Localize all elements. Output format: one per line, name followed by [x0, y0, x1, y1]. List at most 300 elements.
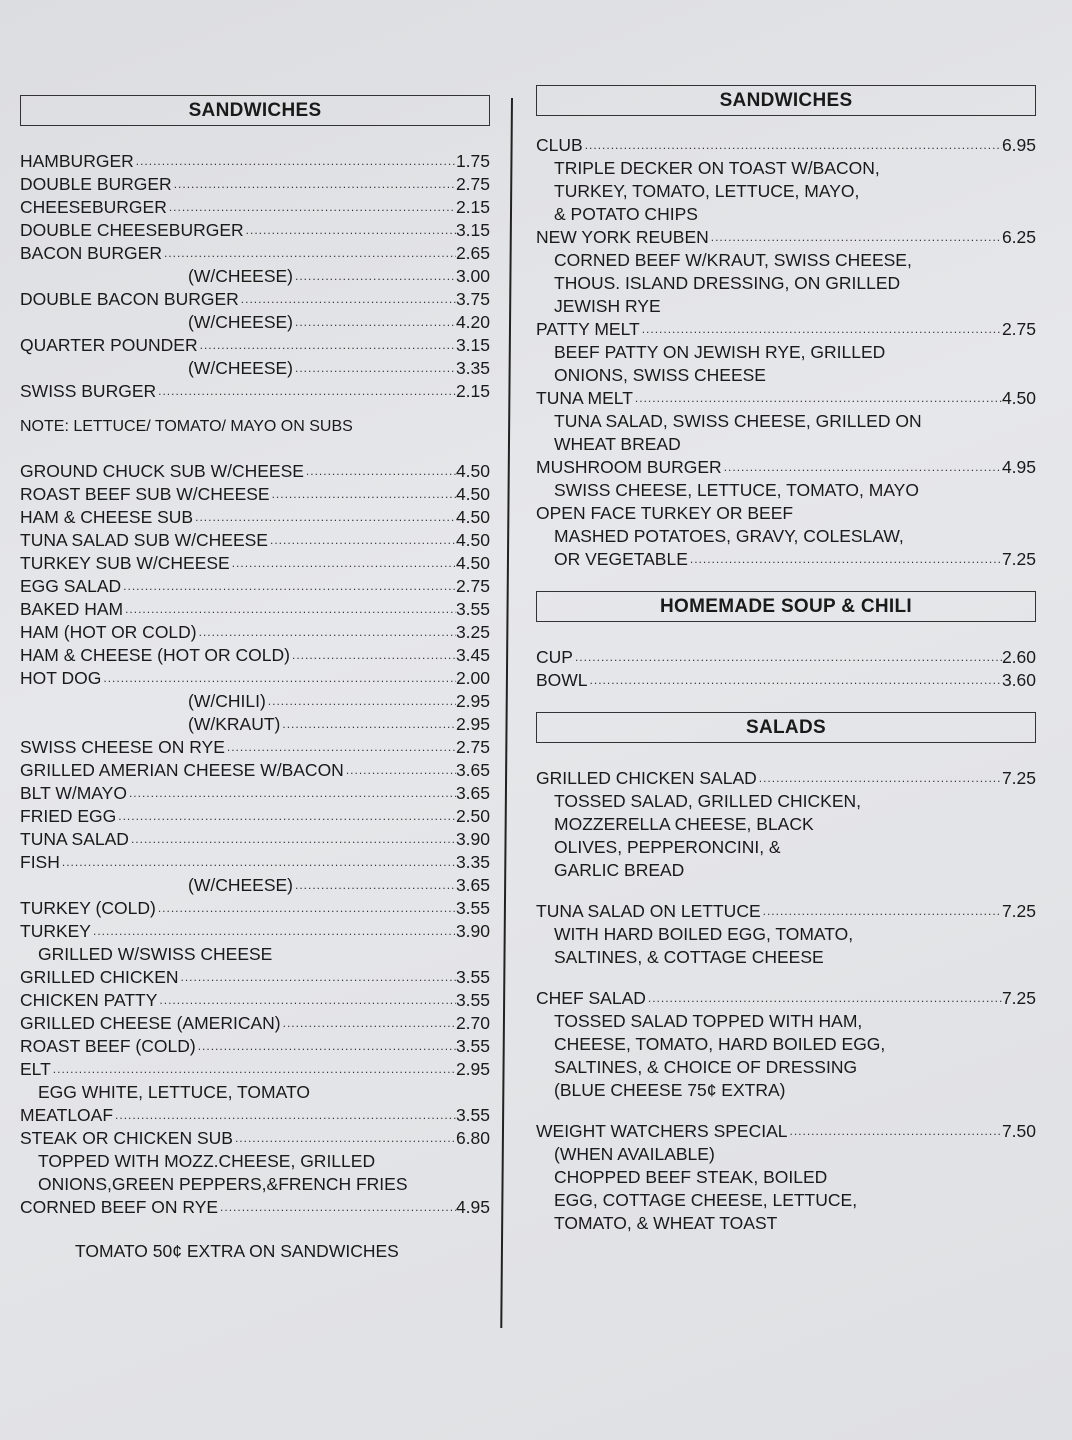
- menu-item-description: SWISS CHEESE, LETTUCE, TOMATO, MAYO: [554, 480, 919, 500]
- menu-item-row: [20, 1035, 490, 1058]
- menu-item-name: OR VEGETABLE: [554, 549, 688, 569]
- leader-dots: [583, 134, 1002, 157]
- menu-item-price: 4.50: [1001, 388, 1036, 408]
- menu-item-name: BLT W/MAYO: [20, 783, 127, 803]
- menu-item-row: [20, 989, 490, 1012]
- menu-item-price: 3.00: [455, 266, 490, 286]
- menu-item-row: [20, 575, 490, 598]
- menu-item-name: BAKED HAM: [20, 599, 124, 619]
- leader-dots: [709, 226, 1002, 249]
- menu-item: [536, 900, 1036, 969]
- menu-item-name: EGG SALAD: [20, 576, 122, 596]
- menu-item: [20, 989, 490, 1012]
- menu-item-name: (W/CHILI): [188, 691, 266, 711]
- leader-dots: [172, 173, 456, 196]
- menu-item-name: TUNA SALAD SUB W/CHEESE: [20, 530, 268, 550]
- right-column: [536, 85, 1036, 1253]
- menu-item: [20, 380, 490, 403]
- menu-item-description: (BLUE CHEESE 75¢ EXTRA): [554, 1080, 786, 1100]
- menu-item: [20, 759, 490, 782]
- menu-item-description: SALTINES, & COTTAGE CHEESE: [554, 947, 824, 967]
- menu-item: [20, 897, 490, 920]
- menu-item-description: MOZZERELLA CHEESE, BLACK: [554, 814, 814, 834]
- menu-item: [20, 460, 490, 483]
- menu-item-description: JEWISH RYE: [554, 296, 661, 316]
- menu-item-description: TOMATO, & WHEAT TOAST: [554, 1213, 778, 1233]
- menu-item-price: 6.95: [1001, 135, 1036, 155]
- menu-item-row: [20, 828, 490, 851]
- menu-item-price: 6.25: [1001, 227, 1036, 247]
- menu-item-price: 3.35: [455, 358, 490, 378]
- menu-item-row: [20, 966, 490, 989]
- menu-item-name: STEAK OR CHICKEN SUB: [20, 1128, 233, 1148]
- menu-item-price: 3.65: [455, 760, 490, 780]
- menu-item: [536, 669, 1036, 692]
- leader-dots: [193, 506, 456, 529]
- menu-item-price: 2.00: [455, 668, 490, 688]
- leader-dots: [239, 288, 456, 311]
- leader-dots: [588, 669, 1002, 692]
- menu-item-row: [20, 736, 490, 759]
- menu-item-row: [20, 667, 490, 690]
- menu-item-name: TUNA SALAD: [20, 829, 129, 849]
- menu-item-price: 4.50: [455, 461, 490, 481]
- leader-dots: [127, 782, 456, 805]
- menu-item-price: 3.75: [455, 289, 490, 309]
- menu-item-name: CORNED BEEF ON RYE: [20, 1197, 219, 1217]
- menu-item-name: SWISS BURGER: [20, 381, 157, 401]
- menu-item: [20, 575, 490, 598]
- leader-dots: [101, 667, 456, 690]
- leader-dots: [244, 219, 456, 242]
- menu-item-name: TURKEY: [20, 921, 91, 941]
- menu-item-price: 3.55: [455, 1036, 490, 1056]
- menu-item-description: MASHED POTATOES, GRAVY, COLESLAW,: [554, 526, 904, 546]
- menu-item-price: 4.20: [455, 312, 490, 332]
- menu-item-name: FISH: [20, 852, 60, 872]
- menu-item-row: [536, 987, 1036, 1010]
- menu-item: [20, 644, 490, 667]
- menu-item-description: EGG WHITE, LETTUCE, TOMATO: [38, 1082, 310, 1102]
- menu-item-name: WEIGHT WATCHERS SPECIAL: [536, 1121, 788, 1141]
- menu-item: [20, 598, 490, 621]
- menu-item-name: GRILLED AMERIAN CHEESE W/BACON: [20, 760, 344, 780]
- menu-item-price: 2.15: [455, 381, 490, 401]
- menu-item-row: [20, 1058, 490, 1081]
- menu-item-price: 3.90: [455, 829, 490, 849]
- leader-dots: [688, 548, 1002, 571]
- menu-item-description: THOUS. ISLAND DRESSING, ON GRILLED: [554, 273, 901, 293]
- menu-item-row: [20, 805, 490, 828]
- menu-item-name: CHEF SALAD: [536, 988, 646, 1008]
- menu-item-name: (W/CHEESE): [188, 875, 293, 895]
- leader-dots: [113, 1104, 456, 1127]
- menu-item-price: 4.50: [455, 507, 490, 527]
- menu-item-name: QUARTER POUNDER: [20, 335, 198, 355]
- menu-item-name: DOUBLE CHEESEBURGER: [20, 220, 244, 240]
- menu-item-row: [20, 759, 490, 782]
- menu-item-price: 3.55: [455, 898, 490, 918]
- leader-dots: [123, 598, 456, 621]
- menu-item-name: DOUBLE BACON BURGER: [20, 289, 239, 309]
- menu-item-name: CHEESEBURGER: [20, 197, 167, 217]
- menu-item-name: ROAST BEEF SUB W/CHEESE: [20, 484, 270, 504]
- menu-item-description: TOSSED SALAD TOPPED WITH HAM,: [554, 1011, 863, 1031]
- menu-item-name: CLUB: [536, 135, 583, 155]
- menu-item-row: [20, 1012, 490, 1035]
- menu-item-price: 2.95: [455, 1059, 490, 1079]
- column-divider: [500, 98, 513, 1328]
- menu-item-price: 2.15: [455, 197, 490, 217]
- menu-item-price: 4.50: [455, 530, 490, 550]
- menu-item-row: [20, 506, 490, 529]
- menu-item-name: GROUND CHUCK SUB W/CHEESE: [20, 461, 304, 481]
- menu-item: [20, 736, 490, 759]
- menu-item-row: [20, 529, 490, 552]
- menu-item: [536, 387, 1036, 456]
- menu-item-row: [20, 357, 490, 380]
- leader-dots: [788, 1120, 1002, 1143]
- leader-dots: [270, 483, 456, 506]
- menu-item-row: [20, 219, 490, 242]
- menu-item-description: TRIPLE DECKER ON TOAST W/BACON,: [554, 158, 880, 178]
- leader-dots: [293, 357, 456, 380]
- menu-item-row: [536, 226, 1036, 249]
- menu-item-name: HAM (HOT OR COLD): [20, 622, 197, 642]
- menu-item: [536, 1120, 1036, 1235]
- menu-item-description: & POTATO CHIPS: [554, 204, 698, 224]
- menu-item-row: [20, 460, 490, 483]
- menu-item: [20, 529, 490, 552]
- leader-dots: [121, 575, 456, 598]
- menu-item-row: [20, 242, 490, 265]
- leader-dots: [268, 529, 456, 552]
- menu-item-row: [20, 288, 490, 311]
- menu-item: [20, 1127, 490, 1196]
- menu-item-row: [20, 897, 490, 920]
- menu-item-name: PATTY MELT: [536, 319, 640, 339]
- menu-item-row: [20, 621, 490, 644]
- menu-item: [536, 767, 1036, 882]
- menu-item-name: GRILLED CHICKEN: [20, 967, 179, 987]
- subs-note: NOTE: LETTUCE/ TOMATO/ MAYO ON SUBS: [20, 418, 353, 435]
- leader-dots: [230, 552, 456, 575]
- menu-item-price: 2.75: [455, 737, 490, 757]
- tomato-extra-note: TOMATO 50¢ EXTRA ON SANDWICHES: [75, 1241, 399, 1261]
- menu-item-row: [20, 644, 490, 667]
- menu-item-price: 3.55: [455, 1105, 490, 1125]
- leader-dots: [179, 966, 456, 989]
- menu-item-row: [536, 767, 1036, 790]
- menu-item: [20, 1012, 490, 1035]
- menu-item-description: ONIONS,GREEN PEPPERS,&FRENCH FRIES: [38, 1174, 408, 1194]
- leader-dots: [91, 920, 456, 943]
- menu-item-price: 2.75: [1001, 319, 1036, 339]
- open-face-item: [536, 502, 1036, 571]
- leader-dots: [116, 805, 456, 828]
- menu-item-row: [20, 874, 490, 897]
- menu-item-row: [536, 900, 1036, 923]
- menu-item: [20, 552, 490, 575]
- menu-item-name: (W/CHEESE): [188, 312, 293, 332]
- leader-dots: [573, 646, 1002, 669]
- menu-item-row: [536, 387, 1036, 410]
- leader-dots: [225, 736, 456, 759]
- menu-item-name: NEW YORK REUBEN: [536, 227, 709, 247]
- menu-item-name: BOWL: [536, 670, 588, 690]
- menu-item-name: GRILLED CHICKEN SALAD: [536, 768, 757, 788]
- menu-item-row: [20, 334, 490, 357]
- menu-item: [20, 851, 490, 874]
- menu-item-name: OPEN FACE TURKEY OR BEEF: [536, 503, 794, 523]
- menu-item: [20, 173, 490, 196]
- menu-item-description: ONIONS, SWISS CHEESE: [554, 365, 766, 385]
- leader-dots: [293, 311, 456, 334]
- menu-item-row: [20, 196, 490, 219]
- leader-dots: [290, 644, 456, 667]
- menu-item-name: HOT DOG: [20, 668, 102, 688]
- menu-item: [20, 966, 490, 989]
- menu-item-price: 3.55: [455, 990, 490, 1010]
- menu-item: [20, 219, 490, 242]
- menu-item-price: 3.35: [455, 852, 490, 872]
- menu-item-description: OLIVES, PEPPERONCINI, &: [554, 837, 781, 857]
- menu-item: [20, 690, 490, 713]
- menu-item: [20, 713, 490, 736]
- menu-item: [20, 506, 490, 529]
- leader-dots: [162, 242, 456, 265]
- menu-item-price: 3.25: [455, 622, 490, 642]
- menu-item: [20, 196, 490, 219]
- leader-dots: [134, 150, 456, 173]
- menu-item: [20, 667, 490, 690]
- menu-item: [20, 874, 490, 897]
- menu-item: [20, 805, 490, 828]
- leader-dots: [156, 380, 456, 403]
- leader-dots: [51, 1058, 456, 1081]
- menu-item-name: MEATLOAF: [20, 1105, 114, 1125]
- menu-item: [20, 1058, 490, 1104]
- menu-item: [20, 242, 490, 265]
- menu-item-row: [536, 646, 1036, 669]
- leader-dots: [218, 1196, 456, 1219]
- menu-item-description: GARLIC BREAD: [554, 860, 685, 880]
- menu-item-price: 3.15: [455, 335, 490, 355]
- leader-dots: [344, 759, 456, 782]
- menu-item-price: 3.15: [455, 220, 490, 240]
- menu-item-price: 4.50: [455, 553, 490, 573]
- menu-item-name: DOUBLE BURGER: [20, 174, 172, 194]
- menu-item-row: [20, 552, 490, 575]
- menu-item-name: TUNA MELT: [536, 388, 633, 408]
- menu-item-row: [20, 150, 490, 173]
- menu-item: [536, 226, 1036, 318]
- menu-item: [20, 1035, 490, 1058]
- soup-list: [536, 646, 1036, 692]
- sandwich-list-burgers: [20, 150, 490, 403]
- menu-item-price: 7.25: [1001, 988, 1036, 1008]
- menu-item: [20, 782, 490, 805]
- menu-item: [20, 483, 490, 506]
- menu-item: [536, 548, 1036, 571]
- leader-dots: [198, 334, 456, 357]
- menu-item: [20, 265, 490, 288]
- menu-item-price: 3.90: [455, 921, 490, 941]
- leader-dots: [60, 851, 456, 874]
- menu-item: [536, 318, 1036, 387]
- menu-item-row: [536, 318, 1036, 341]
- menu-item: [536, 134, 1036, 226]
- menu-item: [20, 621, 490, 644]
- specialty-sandwich-list: [536, 134, 1036, 502]
- leader-dots: [129, 828, 456, 851]
- menu-item-description: TURKEY, TOMATO, LETTUCE, MAYO,: [554, 181, 860, 201]
- menu-item-name: (W/CHEESE): [188, 266, 293, 286]
- menu-item-price: 3.65: [455, 875, 490, 895]
- leader-dots: [646, 987, 1002, 1010]
- menu-item-name: CHICKEN PATTY: [20, 990, 158, 1010]
- menu-item-name: TUNA SALAD ON LETTUCE: [536, 901, 761, 921]
- menu-item-row: [20, 1196, 490, 1219]
- menu-item-row: [20, 311, 490, 334]
- leader-dots: [196, 1035, 456, 1058]
- menu-item-name: (W/KRAUT): [188, 714, 281, 734]
- menu-item-price: 3.45: [455, 645, 490, 665]
- menu-item-row: [20, 782, 490, 805]
- menu-item-name: HAMBURGER: [20, 151, 134, 171]
- menu-item-description: TOSSED SALAD, GRILLED CHICKEN,: [554, 791, 861, 811]
- menu-item-description: BEEF PATTY ON JEWISH RYE, GRILLED: [554, 342, 886, 362]
- leader-dots: [293, 265, 456, 288]
- menu-item-row: [536, 1120, 1036, 1143]
- menu-item-row: [20, 1104, 490, 1127]
- menu-item: [20, 828, 490, 851]
- menu-item-price: 3.55: [455, 967, 490, 987]
- menu-item-row: [20, 265, 490, 288]
- menu-item: [20, 311, 490, 334]
- menu-item-price: 7.25: [1001, 901, 1036, 921]
- menu-item-description: WHEAT BREAD: [554, 434, 681, 454]
- menu-item-row: [20, 483, 490, 506]
- menu-item-description: (WHEN AVAILABLE): [554, 1144, 715, 1164]
- menu-item-price: 1.75: [455, 151, 490, 171]
- menu-item-row: [536, 456, 1036, 479]
- menu-item-row: [536, 134, 1036, 157]
- leader-dots: [280, 713, 456, 736]
- leader-dots: [281, 1012, 456, 1035]
- menu-item-description: SALTINES, & CHOICE OF DRESSING: [554, 1057, 858, 1077]
- menu-item-name: HAM & CHEESE SUB: [20, 507, 194, 527]
- menu-item-price: 7.50: [1001, 1121, 1036, 1141]
- menu-item-row: [20, 598, 490, 621]
- menu-item-row: [20, 851, 490, 874]
- menu-item-row: [20, 173, 490, 196]
- leader-dots: [761, 900, 1002, 923]
- menu-item: [536, 987, 1036, 1102]
- menu-item-description: GRILLED W/SWISS CHEESE: [38, 944, 273, 964]
- left-column: [20, 95, 490, 1262]
- menu-item-price: 2.70: [455, 1013, 490, 1033]
- menu-item-price: 2.75: [455, 576, 490, 596]
- menu-item-name: BACON BURGER: [20, 243, 162, 263]
- menu-item: [20, 1196, 490, 1219]
- menu-item: [20, 357, 490, 380]
- menu-item: [536, 456, 1036, 502]
- menu-item: [20, 1104, 490, 1127]
- menu-item: [536, 646, 1036, 669]
- menu-item-name: CUP: [536, 647, 573, 667]
- salad-list: [536, 767, 1036, 1235]
- section-header-salads: SALADS: [536, 712, 1036, 743]
- menu-item-description: CHEESE, TOMATO, HARD BOILED EGG,: [554, 1034, 886, 1054]
- menu-item-description: TOPPED WITH MOZZ.CHEESE, GRILLED: [38, 1151, 376, 1171]
- menu-item: [20, 334, 490, 357]
- menu-item-price: 2.50: [455, 806, 490, 826]
- menu-item-name: TURKEY SUB W/CHEESE: [20, 553, 230, 573]
- menu-item-description: CORNED BEEF W/KRAUT, SWISS CHEESE,: [554, 250, 912, 270]
- menu-item-price: 7.25: [1001, 549, 1036, 569]
- section-header-soup-chili: HOMEMADE SOUP & CHILI: [536, 591, 1036, 622]
- menu-item: [20, 288, 490, 311]
- menu-item-price: 3.55: [455, 599, 490, 619]
- menu-item-description: WITH HARD BOILED EGG, TOMATO,: [554, 924, 854, 944]
- leader-dots: [722, 456, 1002, 479]
- menu-item-name: ELT: [20, 1059, 51, 1079]
- menu-item-name: ROAST BEEF (COLD): [20, 1036, 196, 1056]
- menu-item-name: FRIED EGG: [20, 806, 117, 826]
- menu-item-price: 2.95: [455, 714, 490, 734]
- menu-item-price: 4.95: [455, 1197, 490, 1217]
- menu-item-name: SWISS CHEESE ON RYE: [20, 737, 225, 757]
- menu-item-description: TUNA SALAD, SWISS CHEESE, GRILLED ON: [554, 411, 922, 431]
- leader-dots: [167, 196, 456, 219]
- menu-item-row: [20, 920, 490, 943]
- menu-item-price: 4.50: [455, 484, 490, 504]
- menu-item-row: [20, 380, 490, 403]
- menu-item-price: 2.75: [455, 174, 490, 194]
- leader-dots: [293, 874, 456, 897]
- menu-item-name: MUSHROOM BURGER: [536, 457, 722, 477]
- menu-item-name: TURKEY (COLD): [20, 898, 156, 918]
- section-header-sandwiches-right: SANDWICHES: [536, 85, 1036, 116]
- menu-item-name: GRILLED CHEESE (AMERICAN): [20, 1013, 281, 1033]
- menu-item-price: 7.25: [1001, 768, 1036, 788]
- menu-item-price: 2.60: [1001, 647, 1036, 667]
- menu-item-price: 4.95: [1001, 457, 1036, 477]
- menu-item-price: 2.95: [455, 691, 490, 711]
- menu-item-price: 6.80: [455, 1128, 490, 1148]
- leader-dots: [757, 767, 1002, 790]
- section-header-sandwiches-left: SANDWICHES: [20, 95, 490, 126]
- leader-dots: [233, 1127, 456, 1150]
- menu-item-price: 3.60: [1001, 670, 1036, 690]
- menu-item-row: [536, 669, 1036, 692]
- menu-item-row: [20, 1127, 490, 1150]
- leader-dots: [304, 460, 456, 483]
- menu-item-row: [20, 713, 490, 736]
- leader-dots: [640, 318, 1002, 341]
- menu-item: [20, 150, 490, 173]
- menu-item-row: [20, 690, 490, 713]
- menu-item-price: 2.65: [455, 243, 490, 263]
- menu-item-name: HAM & CHEESE (HOT OR COLD): [20, 645, 290, 665]
- leader-dots: [633, 387, 1002, 410]
- leader-dots: [266, 690, 456, 713]
- menu-item: [20, 920, 490, 966]
- leader-dots: [156, 897, 456, 920]
- leader-dots: [197, 621, 456, 644]
- sandwich-list-subs: [20, 460, 490, 1219]
